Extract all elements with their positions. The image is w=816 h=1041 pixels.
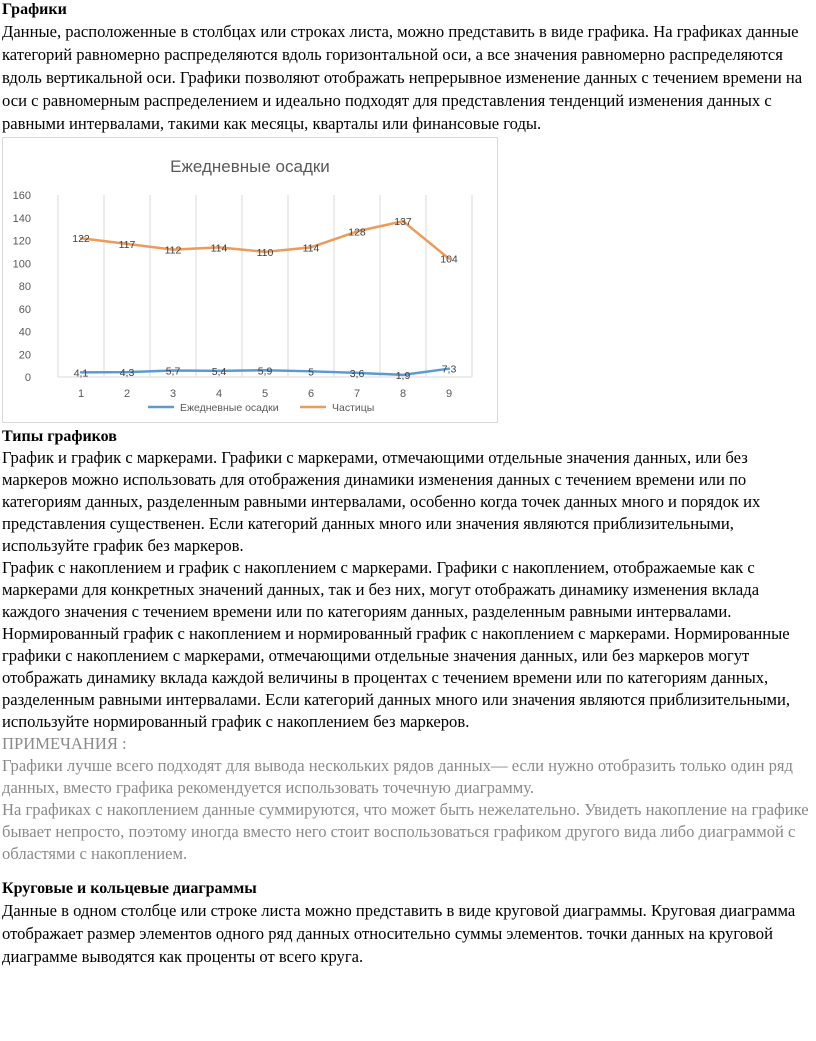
data-label: 112 [164, 244, 182, 257]
data-label: 5 [308, 366, 314, 379]
x-tick-label: 4 [215, 388, 223, 400]
paragraph-stacked-line: График с накоплением и график с накоплением с маркерами. Графики с накоплением, отображаемые как с маркерами для конкретных значений данных, так и без них, могут отображать динамику изменения вклада каждого значения с течением времени или по категориям данных, разделенным равными интервалами. [2, 558, 760, 621]
line-chart [2, 137, 498, 423]
heading-pie-charts: Круговые и кольцевые диаграммы [2, 880, 257, 897]
y-tick-label: 0 [24, 372, 31, 384]
x-tick-label: 8 [399, 388, 407, 400]
x-tick-label: 3 [169, 388, 177, 400]
y-tick-label: 120 [12, 235, 31, 248]
data-label: 4,3 [119, 367, 135, 380]
chart-border [3, 138, 498, 423]
y-tick-label: 140 [12, 212, 31, 225]
data-label: 117 [118, 238, 136, 251]
notes-title: ПРИМЕЧАНИЯ : [2, 734, 127, 753]
y-tick-label: 60 [18, 303, 31, 316]
chart-title: Ежедневные осадки [170, 157, 330, 176]
note-scatter: Графики лучше всего подходят для вывода нескольких рядов данных— если нужно отобразить только один ряд данных, вместо графика рекомендуется использовать точечную диаграмму. [2, 756, 793, 797]
heading-graph-types: Типы графиков [2, 428, 117, 445]
paragraph-percent-stacked-line: Нормированный график с накоплением и нормированный график с накоплением с маркерами. Нормированные графики с накоплением с маркерами, отмечающими отдельные значения данных, или без маркеров могут отображать динамику вклада каждой величины в процентах с течением времени или по категориям данных, разделенным равными интервалами. Если категорий данных много или значения являются приблизительными, используйте нормированный график с накоплением без маркеров. [2, 624, 791, 731]
paragraph-line-with-markers: График и график с маркерами. Графики с маркерами, отмечающими отдельные значения данных, или без маркеров можно использовать для отображения динамики изменения данных с течением времени или по категориям данных, разделенным равными интервалами, особенно когда точек данных много и порядок их представления существенен. Если категорий данных много или значения являются приблизительными, используйте график без маркеров. [2, 448, 761, 555]
heading-graphs: Графики [2, 1, 67, 18]
x-tick-label: 9 [445, 388, 453, 400]
paragraph-pie-charts: Данные в одном столбце или строке листа можно представить в виде круговой диаграммы. Круговая диаграмма отображает размер элементов одного ряд данных относительно суммы элементов. точки данных на круговой диаграмме выводятся как проценты от всего круга. [2, 901, 796, 966]
data-label: 5,7 [165, 365, 181, 378]
data-label: 104 [440, 253, 458, 266]
data-label: 114 [302, 242, 320, 255]
data-label: 3,6 [349, 367, 365, 380]
data-label: 128 [348, 226, 366, 239]
y-tick-label: 80 [18, 281, 31, 293]
line-chart-figure [2, 137, 498, 423]
x-tick-label: 5 [261, 388, 269, 400]
x-tick-label: 7 [353, 388, 361, 400]
paragraph-graphs-intro: Данные, расположенные в столбцах или строках листа, можно представить в виде графика. На графиках данные категорий равномерно распределяются вдоль горизонтальной оси, а все значения равномерно распределяются вдоль вертикальной оси. Графики позволяют отображать непрерывное изменение данных с течением времени на оси с равномерным распределением и идеально подходят для представления тенденций изменения данных с равными интервалами, такими как месяцы, кварталы или финансовые годы. [2, 22, 803, 133]
y-tick-label: 20 [18, 349, 31, 362]
legend-label: Ежедневные осадки [180, 402, 279, 414]
x-tick-label: 2 [123, 388, 131, 400]
x-tick-label: 1 [77, 388, 85, 400]
data-label: 7,3 [441, 363, 457, 376]
data-label: 5,9 [257, 365, 273, 378]
data-label: 1,9 [395, 369, 411, 382]
note-stacked: На графиках с накоплением данные суммируются, что может быть нежелательно. Увидеть накопление на графике бывает непросто, поэтому иногда вместо него стоит воспользоваться графиком другого вида либо диаграммой с областями с накоплением. [2, 800, 809, 863]
data-label: 5,4 [211, 365, 227, 378]
y-tick-label: 160 [12, 190, 31, 202]
data-label: 122 [72, 233, 90, 246]
legend-label: Частицы [332, 402, 375, 414]
y-tick-label: 100 [12, 258, 31, 271]
data-label: 110 [256, 246, 274, 259]
data-label: 4,1 [73, 367, 89, 380]
data-label: 137 [394, 216, 412, 229]
y-tick-label: 40 [18, 326, 31, 339]
x-tick-label: 6 [307, 388, 315, 400]
data-label: 114 [210, 242, 228, 255]
